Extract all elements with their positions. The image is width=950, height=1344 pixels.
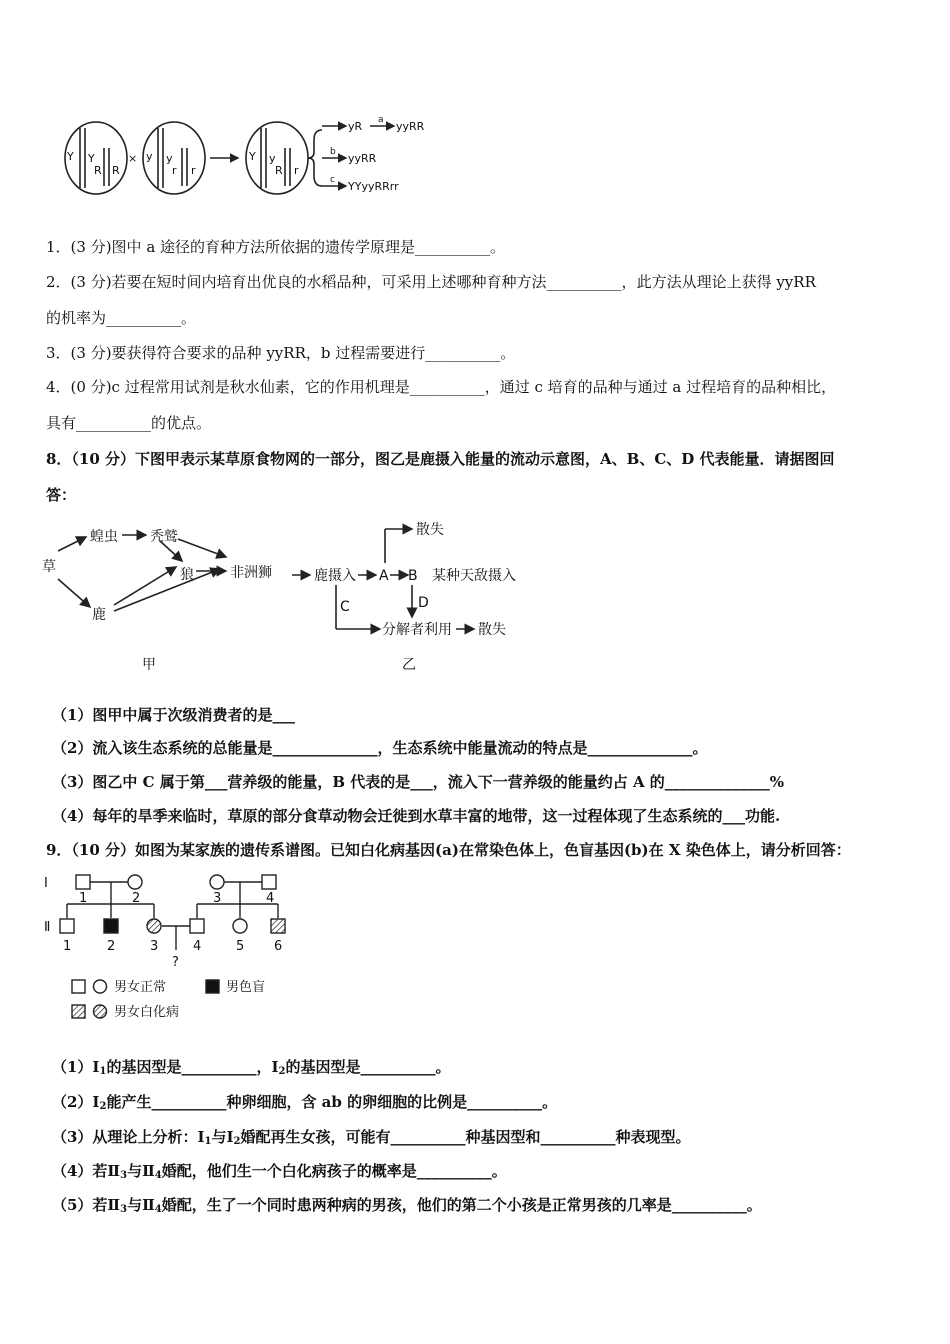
q7-part2: 2．(3 分)若要在短时间内培育出优良的水稻品种，可采用上述哪种育种方法__________，此方法从理论上获得 yyRR [46, 273, 816, 291]
flow-decomposers: 分解者利用 [382, 622, 452, 638]
II-3-num: 3 [150, 939, 159, 954]
gene-r-1: r [172, 164, 177, 177]
II-6-male-albino [271, 919, 285, 933]
gene-Y-2: Y [88, 152, 95, 165]
gene-y-3: y [269, 152, 276, 165]
II-6-num: 6 [274, 939, 283, 954]
q9-sub4: （4）若$Ⅱ_3$与$Ⅱ_4$婚配，他们生一个白化病孩子的概率是__________。 [52, 1162, 507, 1181]
q8-sub3: （3）图乙中 C 属于第___营养级的能量，B 代表的是___，流入下一营养级的能量约占 A 的______________% [52, 773, 785, 791]
gene-Y-3: Y [249, 150, 256, 163]
I-4-num: 4 [266, 891, 275, 906]
gene-R-1: R [94, 164, 102, 177]
I-1-num: 1 [79, 891, 88, 906]
flow-B: B [408, 568, 418, 584]
flow-loss-top: 散失 [416, 522, 444, 538]
q8-sub4: （4）每年的旱季来临时，草原的部分食草动物会迁徙到水草丰富的地带，这一过程体现了生态系统的___功能. [52, 807, 781, 825]
q9-sub5: （5）若$Ⅱ_3$与$Ⅱ_4$婚配，生了一个同时患两种病的男孩，他们的第二个小孩是正常男孩的几率是__________。 [52, 1196, 762, 1215]
legend-albino-female [94, 1005, 107, 1018]
II-4-num: 4 [193, 939, 202, 954]
breeding-diagram [60, 110, 440, 202]
q7-part2-cont: 的机率为__________。 [46, 309, 197, 327]
cell-parent-1 [65, 122, 127, 194]
gamete-yR: yR [348, 120, 363, 133]
gene-y-2: y [166, 152, 173, 165]
gen-II-label: Ⅱ [44, 920, 51, 935]
II-1-num: 1 [63, 939, 72, 954]
II-3-female-albino [147, 919, 161, 933]
node-wolf: 狼 [180, 567, 194, 583]
gene-r-3: r [294, 164, 299, 177]
flow-A: A [379, 568, 389, 584]
II-5-num: 5 [236, 939, 245, 954]
food-web-diagram [40, 515, 540, 675]
I-2-female [128, 875, 142, 889]
gene-R-2: R [112, 164, 120, 177]
legend-normal-female [94, 980, 107, 993]
II-4-male [190, 919, 204, 933]
flow-C: C [340, 599, 350, 615]
unknown-child: ? [172, 955, 179, 970]
q7-part1: 1．(3 分)图中 a 途径的育种方法所依据的遗传学原理是__________。 [46, 238, 506, 256]
II-5-female [233, 919, 247, 933]
cross-sign: × [128, 152, 138, 165]
product-c: YYyyRRrr [348, 180, 399, 193]
legend-normal-male [72, 980, 85, 993]
q9-sub1: $(1)Ⅰ_1$的基因型是__________，$Ⅰ_2$的基因型是__________。 [52, 1058, 451, 1077]
q8-stem-cont: 答： [46, 486, 77, 504]
branch-label-c: c [330, 175, 335, 185]
q8-sub2: （2）流入该生态系统的总能量是______________，生态系统中能量流动的特点是______________。 [52, 739, 708, 757]
legend-colorblind-text: 男色盲 [226, 980, 266, 995]
node-grass: 草 [42, 559, 56, 575]
node-lion: 非洲狮 [230, 565, 272, 581]
q9-stem: 9．（10 分）如图为某家族的遗传系谱图。已知白化病基因(a)在常染色体上，色盲基因(b)在 X 染色体上，请分析回答： [46, 841, 851, 859]
q8-stem: 8．（10 分）下图甲表示某草原食物网的一部分，图乙是鹿摄入能量的流动示意图，A、B、C、D 代表能量．请据图回 [46, 450, 835, 468]
q9-sub3: （3）从理论上分析：$Ⅰ_1$与$Ⅰ_2$婚配再生女孩，可能有__________种基因型和__________种表现型。 [52, 1128, 691, 1147]
pedigree-chart [40, 868, 330, 1028]
II-2-num: 2 [107, 939, 116, 954]
q8-sub1: （1）图甲中属于次级消费者的是___ [52, 706, 295, 724]
gene-r-2: r [191, 164, 196, 177]
I-1-male [76, 875, 90, 889]
legend-colorblind-male [206, 980, 219, 993]
gene-Y-1: Y [67, 150, 74, 163]
legend-albino-text: 男女白化病 [114, 1005, 180, 1020]
caption-yi: 乙 [402, 657, 416, 673]
node-deer: 鹿 [92, 607, 106, 623]
flow-D: D [418, 595, 429, 611]
I-3-female [210, 875, 224, 889]
caption-jia: 甲 [142, 657, 156, 673]
q9-sub2: $(2)Ⅰ_2$能产生__________种卵细胞，含 ab 的卵细胞的比例是__________。 [52, 1093, 558, 1112]
II-2-male-colorblind [104, 919, 118, 933]
legend-normal-text: 男女正常 [114, 980, 167, 995]
product-b: yyRR [348, 152, 377, 165]
I-4-male [262, 875, 276, 889]
gene-y-1: y [146, 150, 153, 163]
flow-enemy: 某种天敌摄入 [432, 568, 516, 584]
product-a: yyRR [396, 120, 425, 133]
I-2-num: 2 [132, 891, 141, 906]
q7-part4-cont: 具有__________的优点。 [46, 414, 212, 432]
branch-label-b: b [330, 147, 336, 157]
gen-I-label: Ⅰ [44, 876, 48, 891]
flow-intake: 鹿摄入 [314, 568, 356, 584]
flow-loss-bottom: 散失 [478, 622, 506, 638]
node-locust: 蝗虫 [90, 529, 118, 545]
branch-label-a: a [378, 115, 384, 125]
II-1-male [60, 919, 74, 933]
legend-albino-male [72, 1005, 85, 1018]
gene-R-3: R [275, 164, 283, 177]
node-vulture: 秃鹫 [150, 529, 178, 545]
I-3-num: 3 [213, 891, 222, 906]
q7-part4: 4．(0 分)c 过程常用试剂是秋水仙素，它的作用机理是__________，通过 c 培育的品种与通过 a 过程培育的品种相比， [46, 378, 837, 396]
q7-part3: 3．(3 分)要获得符合要求的品种 yyRR，b 过程需要进行__________。 [46, 344, 516, 362]
